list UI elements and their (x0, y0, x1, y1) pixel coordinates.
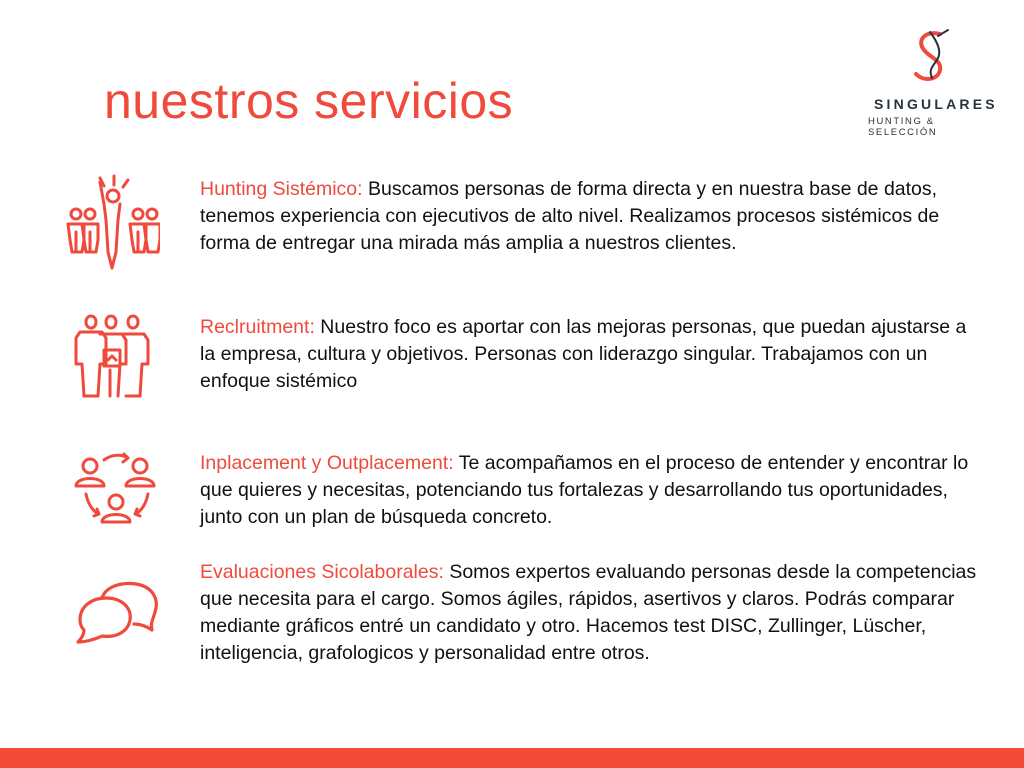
service-text: Somos expertos evaluando personas desde la competencias que necesita para el cargo. Somos ágiles, rápidos, asertivos y claros. Podrás comparar mediante gráficos entré un candidato y otro. Hacemos test DISC, Zullinger, Lüscher, inteligencia, grafologicos y personalidad entre otros. (200, 561, 977, 664)
service-heading: Inplacement y Outplacement: (200, 452, 454, 474)
service-hunting (200, 176, 980, 257)
service-text: Te acompañamos en el proceso de entender y encontrar lo que quieres y necesitas, potenciando tus fortalezas y desarrollando tus oportunidades, junto con un plan de búsqueda concreto. (200, 452, 969, 528)
service-recruitment (200, 314, 980, 395)
service-heading: Hunting Sistémico: (200, 178, 363, 200)
service-inplacement (200, 450, 980, 531)
singulares-logo (860, 28, 1000, 138)
leader-group-icon (60, 172, 160, 272)
chat-bubbles-icon (72, 580, 160, 648)
bottom-accent-bar (0, 748, 1024, 768)
page-title: nuestros servicios (104, 73, 514, 129)
s-monogram-icon (908, 28, 958, 88)
service-text: Nuestro foco es aportar con las mejoras personas, que puedan ajustarse a la empresa, cultura y objetivos. Personas con liderazgo singular. Trabajamos con un enfoque sistémico (200, 316, 967, 392)
candidates-icon (66, 308, 156, 400)
logo-name: SINGULARES (874, 96, 998, 112)
people-cycle-icon (72, 450, 162, 530)
service-evaluaciones (200, 559, 980, 667)
service-heading: Reclruitment: (200, 316, 315, 338)
service-heading: Evaluaciones Sicolaborales: (200, 561, 444, 583)
service-text: Buscamos personas de forma directa y en nuestra base de datos, tenemos experiencia con ejecutivos de alto nivel. Realizamos procesos sistémicos de forma de entregar una mirada más amplia a nuestros clientes. (200, 178, 940, 254)
logo-tagline: HUNTING & SELECCIÓN (868, 116, 938, 138)
